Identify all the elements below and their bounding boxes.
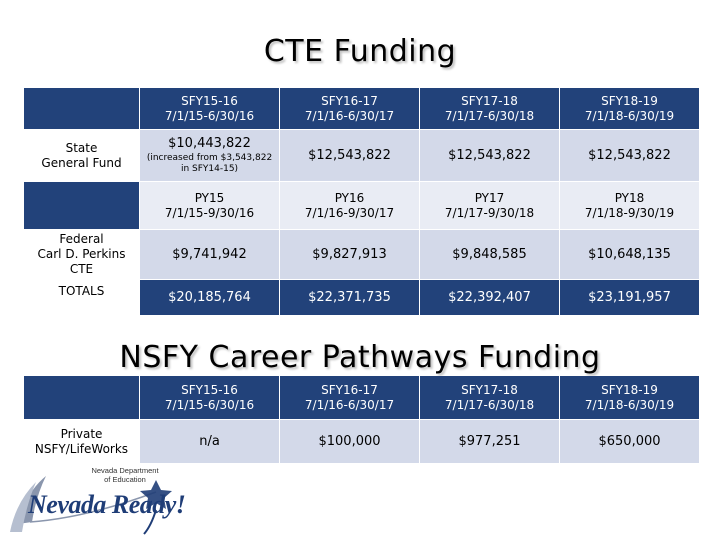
state-value-cell: $12,543,822 <box>560 130 700 182</box>
nsfy-header-cell: SFY17-18 7/1/17-6/30/18 <box>420 376 560 420</box>
sfy-header-cell: SFY17-18 7/1/17-6/30/18 <box>420 88 560 130</box>
state-value-cell: $12,543,822 <box>280 130 420 182</box>
py-header-cell: PY15 7/1/15-9/30/16 <box>140 182 280 230</box>
nsfy-header-row <box>24 376 700 420</box>
private-nsfy-label: Private NSFY/LifeWorks <box>24 420 140 464</box>
header-blank-cell <box>24 88 140 130</box>
totals-value-cell: $22,392,407 <box>420 280 560 316</box>
totals-value-cell: $20,185,764 <box>140 280 280 316</box>
private-nsfy-row <box>24 420 700 464</box>
totals-value-cell: $22,371,735 <box>280 280 420 316</box>
nsfy-value-cell: $100,000 <box>280 420 420 464</box>
py-header-cell: PY16 7/1/16-9/30/17 <box>280 182 420 230</box>
perkins-row <box>24 230 700 280</box>
totals-row <box>24 280 700 316</box>
perkins-label: Federal Carl D. Perkins CTE <box>24 230 140 280</box>
header-blank-cell <box>24 182 140 230</box>
logo-wordmark: Nevada Ready! <box>28 490 186 519</box>
sfy-header-row <box>24 88 700 130</box>
nsfy-header-cell: SFY18-19 7/1/18-6/30/19 <box>560 376 700 420</box>
nsfy-value-cell: $650,000 <box>560 420 700 464</box>
perkins-value-cell: $9,827,913 <box>280 230 420 280</box>
totals-label: TOTALS <box>24 280 140 316</box>
nsfy-header-cell: SFY16-17 7/1/16-6/30/17 <box>280 376 420 420</box>
state-value-cell: $12,543,822 <box>420 130 560 182</box>
nsfy-value-cell: n/a <box>140 420 280 464</box>
perkins-value-cell: $10,648,135 <box>560 230 700 280</box>
nsfy-funding-title: NSFY Career Pathways Funding <box>119 340 601 375</box>
sfy-header-cell: SFY18-19 7/1/18-6/30/19 <box>560 88 700 130</box>
nsfy-value-cell: $977,251 <box>420 420 560 464</box>
perkins-value-cell: $9,741,942 <box>140 230 280 280</box>
logo-department-text: Nevada Department of Education <box>91 466 159 484</box>
perkins-value-cell: $9,848,585 <box>420 230 560 280</box>
py-header-cell: PY18 7/1/18-9/30/19 <box>560 182 700 230</box>
py-header-row <box>24 182 700 230</box>
sfy-header-cell: SFY16-17 7/1/16-6/30/17 <box>280 88 420 130</box>
nsfy-header-cell: SFY15-16 7/1/15-6/30/16 <box>140 376 280 420</box>
state-general-fund-label: State General Fund <box>24 130 140 182</box>
state-value-cell: $10,443,822 (increased from $3,543,822 in SFY14-15) <box>140 130 280 182</box>
header-blank-cell <box>24 376 140 420</box>
cte-funding-table <box>24 88 700 316</box>
state-general-fund-row <box>24 130 700 182</box>
cte-funding-title: CTE Funding <box>263 34 457 69</box>
totals-value-cell: $23,191,957 <box>560 280 700 316</box>
py-header-cell: PY17 7/1/17-9/30/18 <box>420 182 560 230</box>
sfy-header-cell: SFY15-16 7/1/15-6/30/16 <box>140 88 280 130</box>
nsfy-funding-table <box>24 376 700 464</box>
